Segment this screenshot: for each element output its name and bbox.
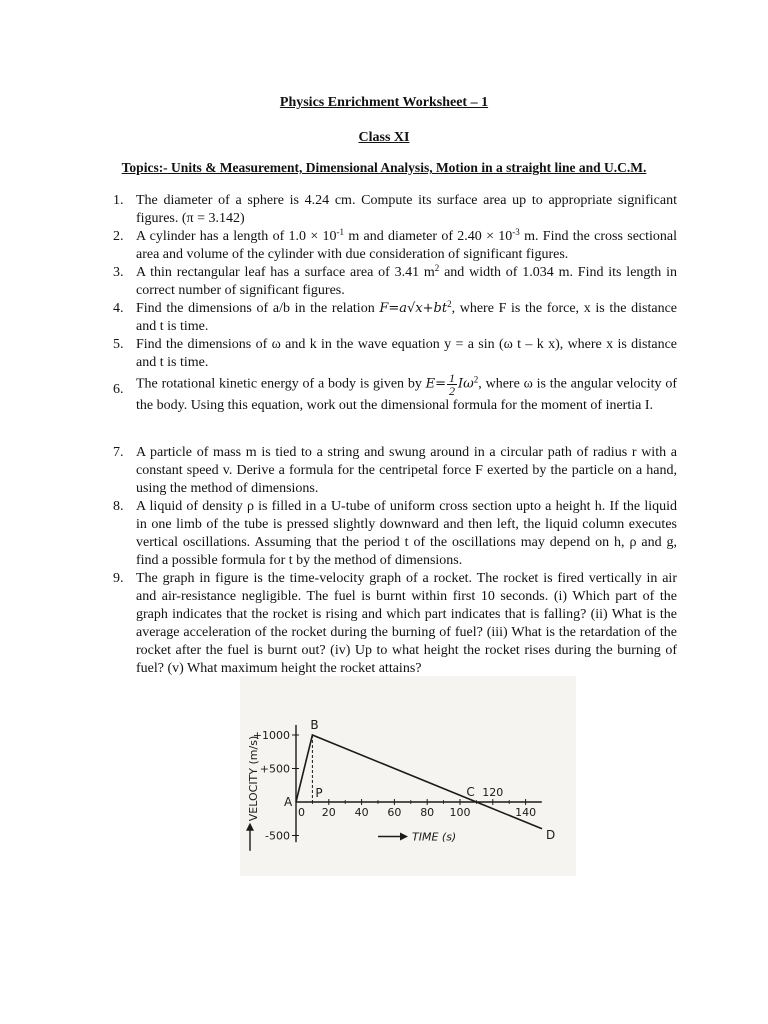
- question-4: [113, 300, 677, 336]
- exponent: 2: [447, 299, 452, 309]
- question-text: A cylinder has a length of 1.0 × 10: [136, 229, 337, 244]
- x-tick-label: 80: [420, 806, 435, 819]
- velocity-time-graph: [240, 676, 576, 876]
- x-tick-label: 100: [449, 806, 471, 819]
- point-label-c: C: [466, 785, 475, 799]
- x-axis-label: TIME (s): [412, 830, 457, 844]
- question-number: 9.: [113, 571, 124, 586]
- question-number: 1.: [113, 193, 124, 208]
- question-number: 3.: [113, 265, 124, 280]
- exponent: 2: [473, 374, 479, 385]
- point-label-d: D: [546, 827, 556, 842]
- equation: F=a√x+bt: [379, 301, 448, 316]
- question-number: 8.: [113, 499, 124, 514]
- point-label-p: P: [315, 786, 323, 800]
- exponent: -1: [336, 227, 345, 237]
- x-tick-label: 140: [515, 806, 537, 819]
- x-tick-label: 40: [354, 806, 369, 819]
- x-tick-label: 20: [321, 806, 336, 819]
- question-number: 5.: [113, 337, 124, 352]
- worksheet-title: Physics Enrichment Worksheet – 1: [279, 95, 489, 110]
- point-label-b: B: [310, 718, 319, 732]
- question-text: and width of 1.034 m. Find its length in correct number of significant figures.: [136, 265, 677, 298]
- question-2: [113, 228, 677, 264]
- x-tick-label: 60: [387, 806, 402, 819]
- x-tick-label: 120: [482, 786, 504, 799]
- question-text: The diameter of a sphere is 4.24 cm. Compute its surface area up to appropriate significant figures. (π = 3.142): [136, 193, 677, 226]
- question-1: [113, 192, 677, 228]
- y-axis-label: VELOCITY (m/s): [247, 735, 260, 822]
- velocity-time-chart: [240, 676, 576, 876]
- question-text: Find the dimensions of ω and k in the wave equation y = a sin (ω t – k x), where x is distance and t is time.: [136, 337, 677, 370]
- class-heading: Class XI: [358, 130, 410, 145]
- graph-background: [240, 676, 576, 876]
- exponent: -3: [512, 227, 520, 237]
- question-number: 4.: [113, 301, 124, 316]
- question-text: The rotational kinetic energy of a body is given by: [136, 376, 426, 392]
- exponent: 2: [434, 263, 440, 273]
- question-text: Find the dimensions of a/b in the relation: [136, 301, 380, 316]
- question-5: [113, 336, 677, 372]
- y-tick-label: +500: [259, 762, 290, 776]
- y-tick-label: -500: [265, 829, 290, 843]
- fraction-denominator: 2: [449, 384, 456, 398]
- question-text: m and diameter of 2.40 × 10: [344, 229, 513, 244]
- question-text: m. Find the cross sectional area and volume of the cylinder with due consideration of significant figures.: [136, 229, 678, 262]
- question-number: 7.: [113, 445, 124, 460]
- question-number: 6.: [113, 382, 124, 397]
- question-text: , where ω is the angular velocity of the body. Using this equation, work out the dimensional formula for the moment of inertia I.: [136, 376, 677, 413]
- fraction: [447, 372, 457, 397]
- question-7: [113, 444, 677, 498]
- y-tick-label: +1000: [252, 729, 290, 742]
- question-8: [113, 498, 677, 570]
- question-text: A liquid of density ρ is filled in a U-tube of uniform cross section upto a height h. If the liquid in one limb of the tube is pressed slightly downward and then left, the liquid column executes vertical oscillations. Assuming that the period t of the oscillations may depend on h, ρ and g, find a possible formula for t by the method of dimensions.: [136, 499, 677, 568]
- fraction-numerator: 1: [449, 371, 456, 385]
- x-tick-label: 0: [298, 806, 305, 819]
- question-3: [113, 264, 677, 300]
- point-label-a: A: [284, 795, 293, 809]
- question-text: , where F is the force, x is the distance and t is time.: [136, 301, 677, 334]
- question-text: A particle of mass m is tied to a string and swung around in a circular path of radius r with a constant speed v. Derive a formula for the centripetal force F exerted by the particle on a hand, using the method of dimensions.: [136, 445, 677, 496]
- question-6: [113, 372, 677, 415]
- question-9: [113, 570, 677, 678]
- equation-rhs: Iω: [458, 376, 474, 392]
- equation-lhs: E=: [425, 376, 447, 392]
- question-text: A thin rectangular leaf has a surface area of 3.41 m: [136, 265, 435, 280]
- question-text: The graph in figure is the time-velocity graph of a rocket. The rocket is fired vertically in air and air-resistance negligible. The fuel is burnt within first 10 seconds. (i) Which part of the graph indicates that the rocket is rising and which part indicates that is falling? (ii) What is the average acceleration of the rocket during the burning of fuel? (iii) What is the retardation of the rocket after the fuel is burnt out? (iv) Up to what height the rocket rises during the burning of fuel? (v) What maximum height the rocket attains?: [136, 571, 677, 676]
- topics-heading: Topics:- Units & Measurement, Dimensional Analysis, Motion in a straight line and U.C.M.: [121, 160, 647, 175]
- question-number: 2.: [113, 229, 124, 244]
